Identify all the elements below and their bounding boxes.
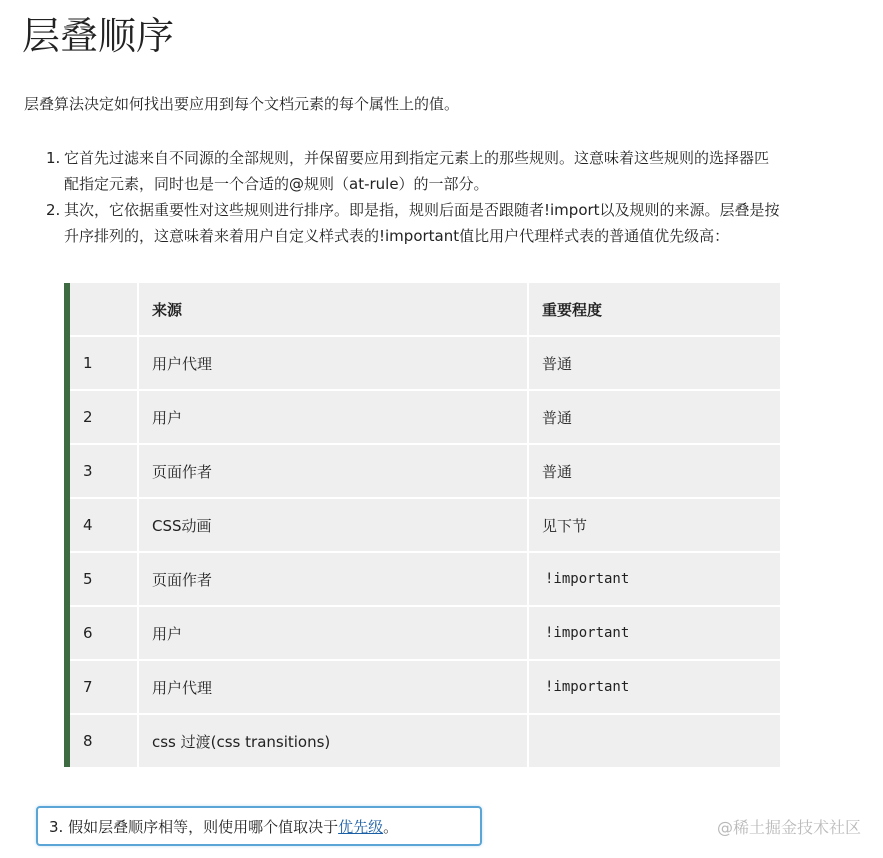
cascade-order-table — [64, 283, 780, 767]
cell-importance: 普通 — [529, 391, 780, 445]
list-item — [42, 197, 782, 249]
step-text: 其次，它依据重要性对这些规则进行排序。即是指，规则后面是否跟随者!import以及规则的来源。层叠是按升序排列的，这意味着来着用户自定义样式表的!important值比用户代理样式表的普通值优先级高： — [64, 201, 780, 245]
cell-importance — [529, 715, 780, 767]
cell-source: css 过渡(css transitions) — [139, 715, 529, 767]
list-item — [42, 145, 782, 197]
table-row — [70, 661, 780, 715]
cell-source: 用户代理 — [139, 661, 529, 715]
intro-paragraph: 层叠算法决定如何找出要应用到每个文档元素的每个属性上的值。 — [24, 95, 460, 113]
table-row — [70, 607, 780, 661]
cell-source: 用户 — [139, 607, 529, 661]
step-number: 1. — [46, 149, 61, 167]
table-row — [70, 553, 780, 607]
cell-importance: 普通 — [529, 337, 780, 391]
cell-importance: 普通 — [529, 445, 780, 499]
specificity-note — [36, 806, 482, 846]
steps-list — [42, 145, 782, 249]
cell-order: 2 — [70, 391, 139, 445]
table-row — [70, 445, 780, 499]
header-importance: 重要程度 — [529, 283, 780, 337]
cell-importance: !important — [529, 553, 780, 607]
step-text: 它首先过滤来自不同源的全部规则，并保留要应用到指定元素上的那些规则。这意味着这些规则的选择器匹配指定元素，同时也是一个合适的@规则（at-rule）的一部分。 — [64, 149, 770, 193]
cell-order: 3 — [70, 445, 139, 499]
cell-order: 6 — [70, 607, 139, 661]
cell-order: 8 — [70, 715, 139, 767]
cell-source: 页面作者 — [139, 445, 529, 499]
cell-order: 4 — [70, 499, 139, 553]
cell-source: 用户代理 — [139, 337, 529, 391]
header-order — [70, 283, 139, 337]
table-header-row — [70, 283, 780, 337]
note-text: 3. 假如层叠顺序相等，则使用哪个值取决于 — [49, 818, 339, 836]
cell-order: 1 — [70, 337, 139, 391]
step-number: 2. — [46, 201, 61, 219]
cell-importance: 见下节 — [529, 499, 780, 553]
cell-importance: !important — [529, 607, 780, 661]
header-source: 来源 — [139, 283, 529, 337]
cell-source: CSS动画 — [139, 499, 529, 553]
cell-order: 7 — [70, 661, 139, 715]
note-suffix: 。 — [383, 818, 399, 836]
watermark: @稀土掘金技术社区 — [716, 818, 861, 837]
page-title: 层叠顺序 — [22, 14, 175, 58]
table-row — [70, 715, 780, 767]
cell-source: 页面作者 — [139, 553, 529, 607]
table-row — [70, 391, 780, 445]
cell-importance: !important — [529, 661, 780, 715]
cell-order: 5 — [70, 553, 139, 607]
specificity-link[interactable]: 优先级 — [338, 818, 384, 836]
table-row — [70, 499, 780, 553]
table-row — [70, 337, 780, 391]
cell-source: 用户 — [139, 391, 529, 445]
